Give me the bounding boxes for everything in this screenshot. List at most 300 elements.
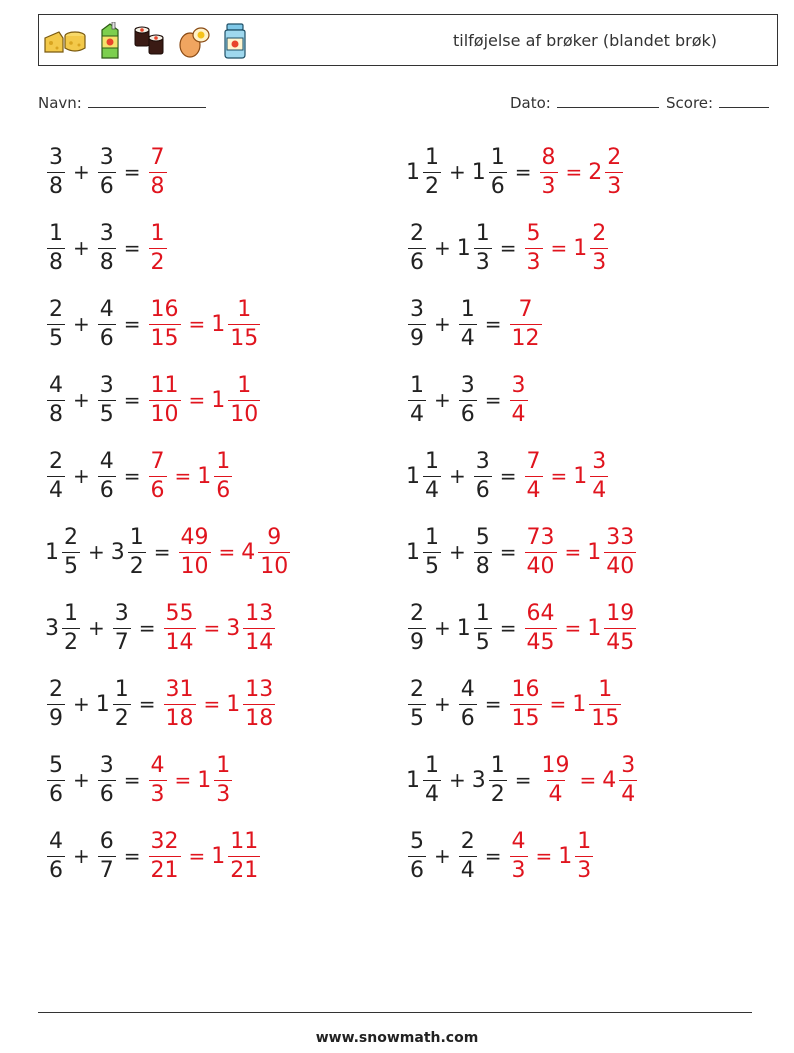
- answer: [147, 220, 169, 275]
- problem-row: [45, 213, 169, 283]
- answer-improper: [523, 448, 545, 503]
- answer-mixed-numerator: 3: [592, 448, 607, 474]
- answer: [147, 752, 235, 807]
- answer-mixed-fraction: [604, 600, 636, 655]
- answer-improper-numerator: 7: [526, 448, 541, 474]
- answer-mixed-fraction: [605, 144, 623, 199]
- addend-a-whole: 1: [406, 767, 420, 793]
- addend-a-fraction: [408, 676, 426, 731]
- addend-b-fraction: [459, 296, 477, 351]
- addend-b-denominator: 6: [99, 781, 114, 807]
- answer-mixed-denominator: 45: [606, 629, 635, 655]
- addend-a-fraction: [47, 448, 65, 503]
- plus-sign: +: [73, 768, 90, 792]
- answer-improper-fraction: [149, 372, 181, 427]
- answer-improper: [147, 448, 169, 503]
- equals-sign: =: [123, 844, 141, 868]
- answer-improper: [523, 524, 559, 579]
- answer-mixed: [587, 600, 638, 655]
- addend-b: [95, 676, 133, 731]
- answer-mixed: [602, 752, 639, 807]
- answer-improper-fraction: [510, 296, 542, 351]
- equals-sign: =: [550, 464, 568, 488]
- problem-row: [406, 593, 638, 663]
- equals-sign: =: [484, 388, 502, 412]
- addend-a: [406, 296, 428, 351]
- equals-sign: =: [484, 692, 502, 716]
- addend-a-whole: 1: [406, 159, 420, 185]
- addend-a: [406, 448, 443, 503]
- addend-a: [45, 600, 82, 655]
- answer: [177, 524, 293, 579]
- answer-improper-denominator: 12: [511, 325, 540, 351]
- addend-b: [457, 372, 479, 427]
- answer-improper-denominator: 10: [150, 401, 179, 427]
- addend-b: [96, 448, 118, 503]
- answer-mixed-denominator: 14: [245, 629, 274, 655]
- addend-a-numerator: 2: [64, 524, 78, 550]
- addend-a-denominator: 4: [425, 781, 439, 807]
- addend-b-fraction: [113, 676, 131, 731]
- addend-a-fraction: [62, 524, 80, 579]
- answer-improper: [508, 296, 544, 351]
- eggs-icon: [177, 24, 211, 58]
- answer-mixed-denominator: 6: [216, 477, 231, 503]
- equals-sign: =: [174, 768, 192, 792]
- addend-a-denominator: 9: [410, 325, 424, 351]
- addend-b-numerator: 3: [460, 372, 475, 398]
- addend-b-numerator: 3: [99, 752, 114, 778]
- answer-improper-numerator: 31: [165, 676, 194, 702]
- problem-row: [406, 745, 639, 815]
- equals-sign: =: [138, 616, 156, 640]
- answer-improper: [508, 372, 530, 427]
- addend-b-denominator: 6: [99, 477, 114, 503]
- answer-mixed-numerator: 13: [245, 676, 274, 702]
- answer: [523, 524, 639, 579]
- answer-mixed-denominator: 3: [216, 781, 231, 807]
- problem-row: [45, 517, 292, 587]
- answer-mixed-denominator: 21: [230, 857, 259, 883]
- date-label: Dato:: [510, 94, 551, 112]
- answer-mixed-whole: 1: [197, 767, 212, 793]
- equals-sign: =: [499, 236, 517, 260]
- answer-mixed-whole: 1: [211, 843, 226, 869]
- answer: [538, 144, 626, 199]
- addend-a-denominator: 4: [425, 477, 439, 503]
- addend-a-fraction: [47, 144, 65, 199]
- answer-mixed: [226, 600, 277, 655]
- addend-a-whole: 3: [45, 615, 59, 641]
- addend-a-numerator: 1: [425, 752, 439, 778]
- answer: [508, 372, 530, 427]
- answer: [523, 220, 611, 275]
- addend-b-numerator: 3: [99, 144, 114, 170]
- addend-a-numerator: 5: [410, 828, 424, 854]
- answer-mixed-whole: 1: [226, 691, 241, 717]
- addend-b-numerator: 1: [460, 296, 475, 322]
- addend-a-numerator: 1: [64, 600, 78, 626]
- answer-mixed-numerator: 9: [267, 524, 282, 550]
- answer-mixed-fraction: [575, 828, 593, 883]
- addend-b-fraction: [489, 144, 507, 199]
- answer-improper-numerator: 1: [150, 220, 165, 246]
- answer-improper-fraction: [540, 144, 558, 199]
- worksheet-header: [38, 14, 778, 66]
- answer: [523, 448, 611, 503]
- addend-b-fraction: [113, 600, 131, 655]
- header-icons: [43, 21, 249, 61]
- equals-sign: =: [203, 616, 221, 640]
- answer-mixed-fraction: [619, 752, 637, 807]
- problem-row: [45, 821, 262, 891]
- addend-a: [45, 296, 67, 351]
- answer-mixed-whole: 1: [587, 539, 602, 565]
- answer-improper-denominator: 15: [150, 325, 179, 351]
- answer-improper: [523, 600, 559, 655]
- sushi-roll-icon: [133, 24, 167, 58]
- equals-sign: =: [565, 160, 583, 184]
- answer-improper-fraction: [149, 828, 181, 883]
- answer-improper-fraction: [149, 144, 167, 199]
- name-blank[interactable]: [88, 93, 206, 108]
- answer-mixed-numerator: 3: [621, 752, 636, 778]
- addend-b-numerator: 1: [475, 600, 490, 626]
- problem-row: [406, 213, 610, 283]
- addend-a-denominator: 2: [64, 629, 78, 655]
- answer-improper-fraction: [149, 752, 167, 807]
- answer-mixed-whole: 1: [211, 387, 226, 413]
- equals-sign: =: [188, 388, 206, 412]
- answer-improper-numerator: 64: [526, 600, 555, 626]
- answer-mixed: [226, 676, 277, 731]
- addend-b-whole: 1: [456, 615, 471, 641]
- addend-a-denominator: 2: [425, 173, 439, 199]
- addend-a-whole: 1: [406, 539, 420, 565]
- addend-b-numerator: 3: [99, 220, 114, 246]
- answer-improper-fraction: [149, 220, 167, 275]
- addend-a-whole: 1: [45, 539, 59, 565]
- answer-improper-fraction: [164, 600, 196, 655]
- addend-a-denominator: 9: [49, 705, 63, 731]
- answer-improper: [523, 220, 545, 275]
- plus-sign: +: [434, 844, 451, 868]
- answer: [147, 372, 263, 427]
- addend-a: [406, 828, 428, 883]
- addend-b-numerator: 4: [99, 448, 114, 474]
- answer-improper: [508, 676, 544, 731]
- addend-b: [96, 296, 118, 351]
- answer-mixed-fraction: [604, 524, 636, 579]
- addend-b-numerator: 3: [475, 448, 490, 474]
- answer-mixed-whole: 3: [226, 615, 241, 641]
- answer: [523, 600, 639, 655]
- answer-improper-numerator: 11: [150, 372, 179, 398]
- addend-a-numerator: 2: [410, 220, 424, 246]
- addend-b: [472, 448, 494, 503]
- addend-a-numerator: 1: [425, 144, 439, 170]
- answer-improper-fraction: [525, 448, 543, 503]
- answer-mixed: [241, 524, 292, 579]
- addend-b: [96, 828, 118, 883]
- answer-mixed-fraction: [243, 676, 275, 731]
- addend-a: [406, 372, 428, 427]
- plus-sign: +: [73, 160, 90, 184]
- addend-a-numerator: 2: [410, 600, 424, 626]
- answer: [508, 676, 624, 731]
- addend-b-denominator: 7: [99, 857, 114, 883]
- addend-a-fraction: [47, 828, 65, 883]
- name-label: Navn:: [38, 94, 82, 112]
- answer-mixed-numerator: 1: [598, 676, 613, 702]
- addend-a: [45, 448, 67, 503]
- equals-sign: =: [564, 616, 582, 640]
- answer-mixed-numerator: 19: [606, 600, 635, 626]
- answer-improper-denominator: 14: [165, 629, 194, 655]
- addend-a: [45, 220, 67, 275]
- answer-mixed-whole: 1: [572, 691, 587, 717]
- answer-improper: [538, 144, 560, 199]
- answer-improper-numerator: 5: [526, 220, 541, 246]
- problem-row: [45, 669, 277, 739]
- addend-b-denominator: 6: [490, 173, 505, 199]
- addend-b: [96, 220, 118, 275]
- answer-improper: [162, 600, 198, 655]
- addend-a-numerator: 1: [49, 220, 63, 246]
- footer-url: www.snowmath.com: [315, 1030, 479, 1046]
- addend-b-numerator: 1: [129, 524, 144, 550]
- addend-b-denominator: 6: [99, 173, 114, 199]
- answer-mixed-whole: 2: [588, 159, 603, 185]
- answer-improper-denominator: 2: [150, 249, 165, 275]
- score-label: Score:: [666, 94, 714, 112]
- answer-mixed-numerator: 1: [216, 752, 231, 778]
- addend-a-fraction: [47, 752, 65, 807]
- answer-improper-fraction: [179, 524, 211, 579]
- plus-sign: +: [434, 388, 451, 412]
- equals-sign: =: [123, 388, 141, 412]
- addend-a-numerator: 2: [49, 676, 63, 702]
- addend-a-numerator: 2: [49, 296, 63, 322]
- answer-mixed-whole: 1: [587, 615, 602, 641]
- plus-sign: +: [88, 540, 105, 564]
- answer-improper-numerator: 16: [511, 676, 540, 702]
- answer-mixed-fraction: [228, 828, 260, 883]
- answer-improper-denominator: 6: [150, 477, 165, 503]
- equals-sign: =: [550, 236, 568, 260]
- problem-row: [406, 441, 610, 511]
- addend-a-numerator: 1: [425, 448, 439, 474]
- answer-mixed-denominator: 40: [606, 553, 635, 579]
- answer-improper: [147, 752, 169, 807]
- answer-improper-fraction: [149, 296, 181, 351]
- answer-mixed-fraction: [590, 448, 608, 503]
- answer-improper-numerator: 4: [511, 828, 526, 854]
- answer-mixed-fraction: [214, 752, 232, 807]
- answer-mixed-denominator: 4: [592, 477, 607, 503]
- addend-b-whole: 1: [95, 691, 110, 717]
- addend-b-fraction: [98, 448, 116, 503]
- addend-b-fraction: [98, 144, 116, 199]
- addend-b-whole: 1: [456, 235, 471, 261]
- addend-a-fraction: [62, 600, 80, 655]
- addend-b-numerator: 4: [460, 676, 475, 702]
- plus-sign: +: [73, 844, 90, 868]
- equals-sign: =: [123, 768, 141, 792]
- score-field: [666, 93, 769, 112]
- answer: [147, 296, 263, 351]
- answer-mixed-denominator: 4: [621, 781, 636, 807]
- plus-sign: +: [449, 540, 466, 564]
- equals-sign: =: [123, 236, 141, 260]
- problem-row: [406, 365, 530, 435]
- date-blank[interactable]: [557, 93, 659, 108]
- answer-mixed-whole: 1: [573, 235, 588, 261]
- answer-improper-denominator: 21: [150, 857, 179, 883]
- addend-b-denominator: 2: [129, 553, 144, 579]
- answer-improper: [508, 828, 530, 883]
- answer-improper-numerator: 4: [150, 752, 165, 778]
- addend-a-denominator: 6: [410, 857, 424, 883]
- answer-improper-numerator: 55: [165, 600, 194, 626]
- answer-improper-denominator: 18: [165, 705, 194, 731]
- answer-mixed-denominator: 3: [592, 249, 607, 275]
- addend-a-fraction: [47, 676, 65, 731]
- answer: [538, 752, 640, 807]
- answer: [162, 676, 278, 731]
- answer-mixed-numerator: 1: [216, 448, 231, 474]
- addend-b-denominator: 4: [460, 325, 475, 351]
- answer-mixed-numerator: 1: [237, 372, 252, 398]
- plus-sign: +: [88, 616, 105, 640]
- score-blank[interactable]: [719, 93, 769, 108]
- answer-mixed-fraction: [258, 524, 290, 579]
- addend-a-fraction: [408, 372, 426, 427]
- plus-sign: +: [434, 312, 451, 336]
- problem-row: [45, 365, 262, 435]
- answer-mixed-whole: 1: [558, 843, 573, 869]
- equals-sign: =: [188, 844, 206, 868]
- addend-a: [45, 752, 67, 807]
- answer-mixed: [197, 448, 234, 503]
- addend-b-fraction: [489, 752, 507, 807]
- addend-b-denominator: 3: [475, 249, 490, 275]
- addend-b: [457, 828, 479, 883]
- problem-row: [45, 137, 169, 207]
- answer-mixed-numerator: 2: [607, 144, 622, 170]
- answer-improper-fraction: [164, 676, 196, 731]
- equals-sign: =: [549, 692, 567, 716]
- answer-mixed: [573, 220, 610, 275]
- addend-a-denominator: 4: [49, 477, 63, 503]
- answer-mixed-numerator: 33: [606, 524, 635, 550]
- addend-b-denominator: 6: [460, 705, 475, 731]
- addend-a: [406, 220, 428, 275]
- answer-improper-fraction: [540, 752, 572, 807]
- addend-a-fraction: [408, 296, 426, 351]
- equals-sign: =: [174, 464, 192, 488]
- answer-mixed: [572, 676, 623, 731]
- addend-b-whole: 3: [471, 767, 486, 793]
- answer-mixed-fraction: [590, 220, 608, 275]
- addend-b-denominator: 2: [490, 781, 505, 807]
- plus-sign: +: [73, 236, 90, 260]
- addend-b-numerator: 3: [99, 372, 114, 398]
- addend-b-denominator: 8: [475, 553, 490, 579]
- equals-sign: =: [484, 844, 502, 868]
- equals-sign: =: [564, 540, 582, 564]
- equals-sign: =: [499, 464, 517, 488]
- cheese-icon: [43, 26, 87, 56]
- addend-b-numerator: 2: [460, 828, 475, 854]
- addend-a-fraction: [47, 372, 65, 427]
- answer-improper-fraction: [510, 372, 528, 427]
- answer-mixed-numerator: 1: [237, 296, 252, 322]
- answer-mixed: [211, 828, 262, 883]
- answer: [508, 828, 596, 883]
- addend-a-fraction: [47, 296, 65, 351]
- addend-b-fraction: [474, 220, 492, 275]
- answer-improper-denominator: 8: [150, 173, 165, 199]
- plus-sign: +: [73, 464, 90, 488]
- equals-sign: =: [499, 540, 517, 564]
- addend-b-fraction: [459, 676, 477, 731]
- addend-b-denominator: 6: [99, 325, 114, 351]
- equals-sign: =: [153, 540, 171, 564]
- addend-a-fraction: [408, 600, 426, 655]
- answer-improper: [162, 676, 198, 731]
- equals-sign: =: [218, 540, 236, 564]
- addend-a-fraction: [423, 752, 441, 807]
- answer-mixed-numerator: 11: [230, 828, 259, 854]
- answer: [162, 600, 278, 655]
- addend-a: [45, 676, 67, 731]
- addend-b-fraction: [474, 448, 492, 503]
- addend-b-denominator: 7: [114, 629, 129, 655]
- jam-jar-icon: [221, 22, 249, 60]
- answer-mixed-whole: 1: [573, 463, 588, 489]
- answer-mixed: [211, 296, 262, 351]
- addend-b-whole: 1: [471, 159, 486, 185]
- answer-mixed: [558, 828, 595, 883]
- addend-a-denominator: 6: [410, 249, 424, 275]
- addend-a-numerator: 5: [49, 752, 63, 778]
- answer: [147, 448, 235, 503]
- addend-b-whole: 3: [110, 539, 125, 565]
- addend-b-fraction: [459, 828, 477, 883]
- addend-b: [472, 524, 494, 579]
- addend-b-numerator: 1: [114, 676, 129, 702]
- addend-b: [96, 144, 118, 199]
- problem-row: [45, 289, 262, 359]
- addend-b-denominator: 5: [475, 629, 490, 655]
- addend-a: [45, 144, 67, 199]
- equals-sign: =: [484, 312, 502, 336]
- answer-improper-fraction: [525, 220, 543, 275]
- answer: [147, 144, 169, 199]
- addend-a-fraction: [423, 144, 441, 199]
- answer-improper-numerator: 32: [150, 828, 179, 854]
- addend-b: [96, 372, 118, 427]
- addend-b: [457, 296, 479, 351]
- answer-mixed: [588, 144, 625, 199]
- addend-b-numerator: 1: [490, 144, 505, 170]
- addend-b-numerator: 3: [114, 600, 129, 626]
- equals-sign: =: [499, 616, 517, 640]
- plus-sign: +: [449, 160, 466, 184]
- addend-a-denominator: 6: [49, 857, 63, 883]
- addend-a-denominator: 5: [410, 705, 424, 731]
